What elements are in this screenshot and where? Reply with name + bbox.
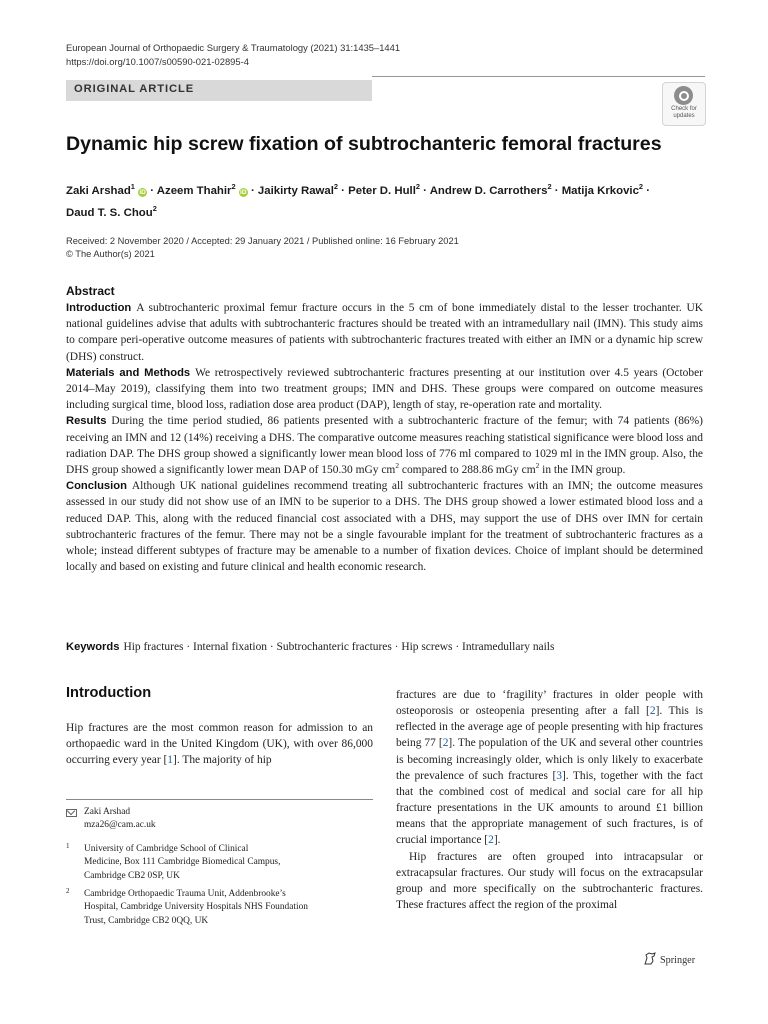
publisher-name: Springer	[660, 955, 696, 966]
author-affiliation-sup: 2	[638, 182, 644, 191]
affiliation-line: Medicine, Box 111 Cambridge Biomedical Campus,	[84, 857, 281, 868]
abstract-label: Conclusion	[66, 480, 127, 493]
affiliation-line: University of Cambridge School of Clinical	[84, 844, 249, 854]
journal-header	[66, 41, 400, 69]
abstract-conclusion	[66, 478, 703, 575]
abstract-heading: Abstract	[66, 284, 115, 298]
author-name[interactable]: Peter D. Hull	[348, 184, 416, 197]
abstract-text: We retrospectively reviewed subtrochanteric fractures presenting at our institution over 4.5 years (October 2014–May 2019), classifying them into two treatment groups; IMN and DHS. These groups were compared on outcome measures including surgical time, blood loss, radiation dose area product (DAP), length of stay, re-operation rate and mortality.	[66, 366, 703, 412]
author-affiliation-sup: 2	[231, 182, 236, 191]
citation-link[interactable]: 3	[556, 769, 562, 782]
citation-link[interactable]: 2	[442, 737, 449, 750]
abstract-results	[66, 413, 703, 478]
body-text: ]. The majority of hip	[173, 754, 272, 767]
copyright-notice: © The Author(s) 2021	[66, 249, 155, 259]
history-dates: Received: 2 November 2020 / Accepted: 29 January 2021 / Published online: 16 February 2021	[66, 236, 459, 246]
footnote-rule	[66, 799, 373, 800]
introduction-heading: Introduction	[66, 685, 152, 701]
article-history	[66, 235, 459, 261]
citation-link[interactable]: 2	[488, 834, 494, 847]
body-text: fractures are due to ‘fragility’ fractures in older people with osteoporosis or osteopenia presenting after a fall [	[396, 689, 703, 718]
keywords-label: Keywords	[66, 641, 120, 653]
journal-citation: European Journal of Orthopaedic Surgery & Traumatology (2021) 31:1435–1441	[66, 42, 401, 53]
abstract-label: Introduction	[66, 302, 132, 314]
author-name[interactable]: Matija Krkovic	[561, 184, 639, 197]
abstract-body	[66, 300, 703, 575]
orcid-icon[interactable]: iD	[240, 188, 247, 196]
right-column	[396, 687, 703, 913]
abstract-text: compared to 288.86 mGy cm	[399, 464, 536, 477]
abstract-text: A subtrochanteric proximal femur fracture occurs in the 5 cm of bone immediately distal to the lesser trochanter. UK national guidelines advise that adults with subtrochanteric fractures should be treated with an intramedullary nail (IMN). This study aims to compare peri-operative outcome measures of patients with subtrochanteric fractures treated with either an IMN or a dynamic hip screw (DHS) construct.	[66, 302, 703, 363]
body-text: Hip fractures are the most common reason for admission to an orthopaedic ward in the United Kingdom (UK), with over 86,000 occurring every year [	[66, 722, 373, 767]
body-text: ]. This, together with the fact that the combined cost of medical and social care for all hip fracture presentations in the UK amounts to around £1 billion means that the appropriate management of such fractures, is of crucial importance [	[396, 769, 703, 847]
envelope-icon	[66, 809, 77, 817]
abstract-text: in the IMN group.	[539, 464, 626, 477]
affiliation-line: Trust, Cambridge CB2 0QQ, UK	[84, 915, 209, 926]
check-for-updates-badge[interactable]	[662, 82, 706, 126]
affiliation-line: Cambridge CB2 0SP, UK	[84, 870, 180, 881]
doi-link[interactable]: https://doi.org/10.1007/s00590-021-02895-4	[66, 56, 249, 67]
abstract-introduction	[66, 300, 703, 365]
publisher-logo	[643, 952, 695, 966]
corresponding-email[interactable]: mza26@cam.ac.uk	[84, 820, 156, 830]
author-affiliation-sup: 1	[130, 182, 135, 191]
author-affiliation-sup: 2	[333, 182, 339, 191]
orcid-icon[interactable]: iD	[139, 188, 146, 196]
author-affiliation-sup: 2	[547, 182, 552, 191]
left-column	[66, 720, 373, 768]
affiliation-number: 1	[66, 842, 70, 850]
superscript: 2	[395, 461, 400, 471]
author-name[interactable]: Azeem Thahir	[156, 184, 232, 197]
body-text: ].	[493, 834, 501, 847]
abstract-methods	[66, 365, 703, 414]
corresponding-name: Zaki Arshad	[84, 807, 131, 817]
affiliation-line: Hospital, Cambridge University Hospitals NHS Foundation	[84, 902, 308, 913]
header-rule	[372, 76, 705, 77]
affiliation-line: Cambridge Orthopaedic Trauma Unit, Addenbrooke’s	[84, 889, 286, 899]
abstract-text: Although UK national guidelines recommend treating all subtrochanteric fractures with an IMN; the outcome measures assessed in our study did not show use of an IMN to be superior to a DHS. The DHS group showed a lower estimated blood loss and a reduced DAP. This, along with the reduced financial cost associated with a DHS, may support the use of DHS over IMN for certain subtrochanteric fractures of the femur. There may not be a single favourable implant for the treatment of subtrochanteric fractures as a whole; instead different subtypes of fracture may be amenable to a number of fixation devices. Choice of implant should be determined locally and based on existing and future clinical and health economic research.	[66, 480, 703, 574]
body-text: ]. This is reflected in the average age of people presenting with hip fractures being 77 [	[396, 705, 703, 750]
citation-link[interactable]: 1	[167, 754, 174, 767]
body-text: ]. The population of the UK and several other countries is becoming increasingly older, which is only likely to exacerbate the prevalence of such fractures [	[396, 737, 703, 782]
author-affiliation-sup: 2	[415, 182, 420, 191]
superscript: 2	[535, 461, 540, 471]
author-name[interactable]: Andrew D. Carrothers	[429, 184, 548, 197]
check-updates-icon	[674, 86, 693, 105]
citation-link[interactable]: 2	[649, 705, 656, 718]
article-type-label: ORIGINAL ARTICLE	[74, 83, 195, 95]
keywords-text: Hip fractures · Internal fixation · Subtrochanteric fractures · Hip screws · Intramedullary nails	[123, 641, 555, 653]
check-updates-line1: Check for	[671, 106, 697, 112]
author-name[interactable]: Jaikirty Rawal	[257, 184, 334, 197]
paragraph: Hip fractures are often grouped into intracapsular or extracapsular fractures. Our study will focus on the extracapsular group and more specifically on the subtrochanteric fractures. These fractures affect the region of the proximal	[396, 850, 703, 912]
abstract-text: During the time period studied, 86 patients presented with a subtrochanteric fracture of the femur; with 74 patients (86%) receiving an IMN and 12 (14%) receiving a DHS. The comparative outcome measures reaching statistical significance were blood loss and radiation DAP. The DHS group showed a significantly lower mean blood loss of 776 ml compared to 1029 ml in the IMN group. Also, the DHS group showed a significantly lower mean DAP of 150.30 mGy cm	[66, 415, 703, 477]
author-affiliation-sup: 2	[152, 203, 157, 213]
author-name[interactable]: Daud T. S. Chou	[66, 206, 153, 219]
abstract-label: Results	[66, 415, 107, 428]
paragraph	[66, 720, 373, 768]
abstract-label: Materials and Methods	[66, 366, 191, 379]
author-name[interactable]: Zaki Arshad	[66, 184, 131, 197]
springer-horse-icon	[643, 952, 657, 965]
author-list: Zaki Arshad$^1$ iD · Azeem Thahir$^2$ iD · Jaikirty Rawal$^2$ · Peter D. Hull$^2$ · Andrew D. Carrothers$^2$ · Matija Krkovic$^2$ · Daud T. S. Chou$^2$	[66, 182, 651, 219]
affiliation-number: 2	[66, 887, 70, 895]
keywords	[66, 639, 706, 655]
article-title: Dynamic hip screw fixation of subtrochanteric femoral fractures	[66, 133, 662, 155]
check-updates-line2: updates	[673, 113, 695, 119]
paragraph	[396, 687, 703, 849]
article-type-banner	[66, 80, 372, 101]
